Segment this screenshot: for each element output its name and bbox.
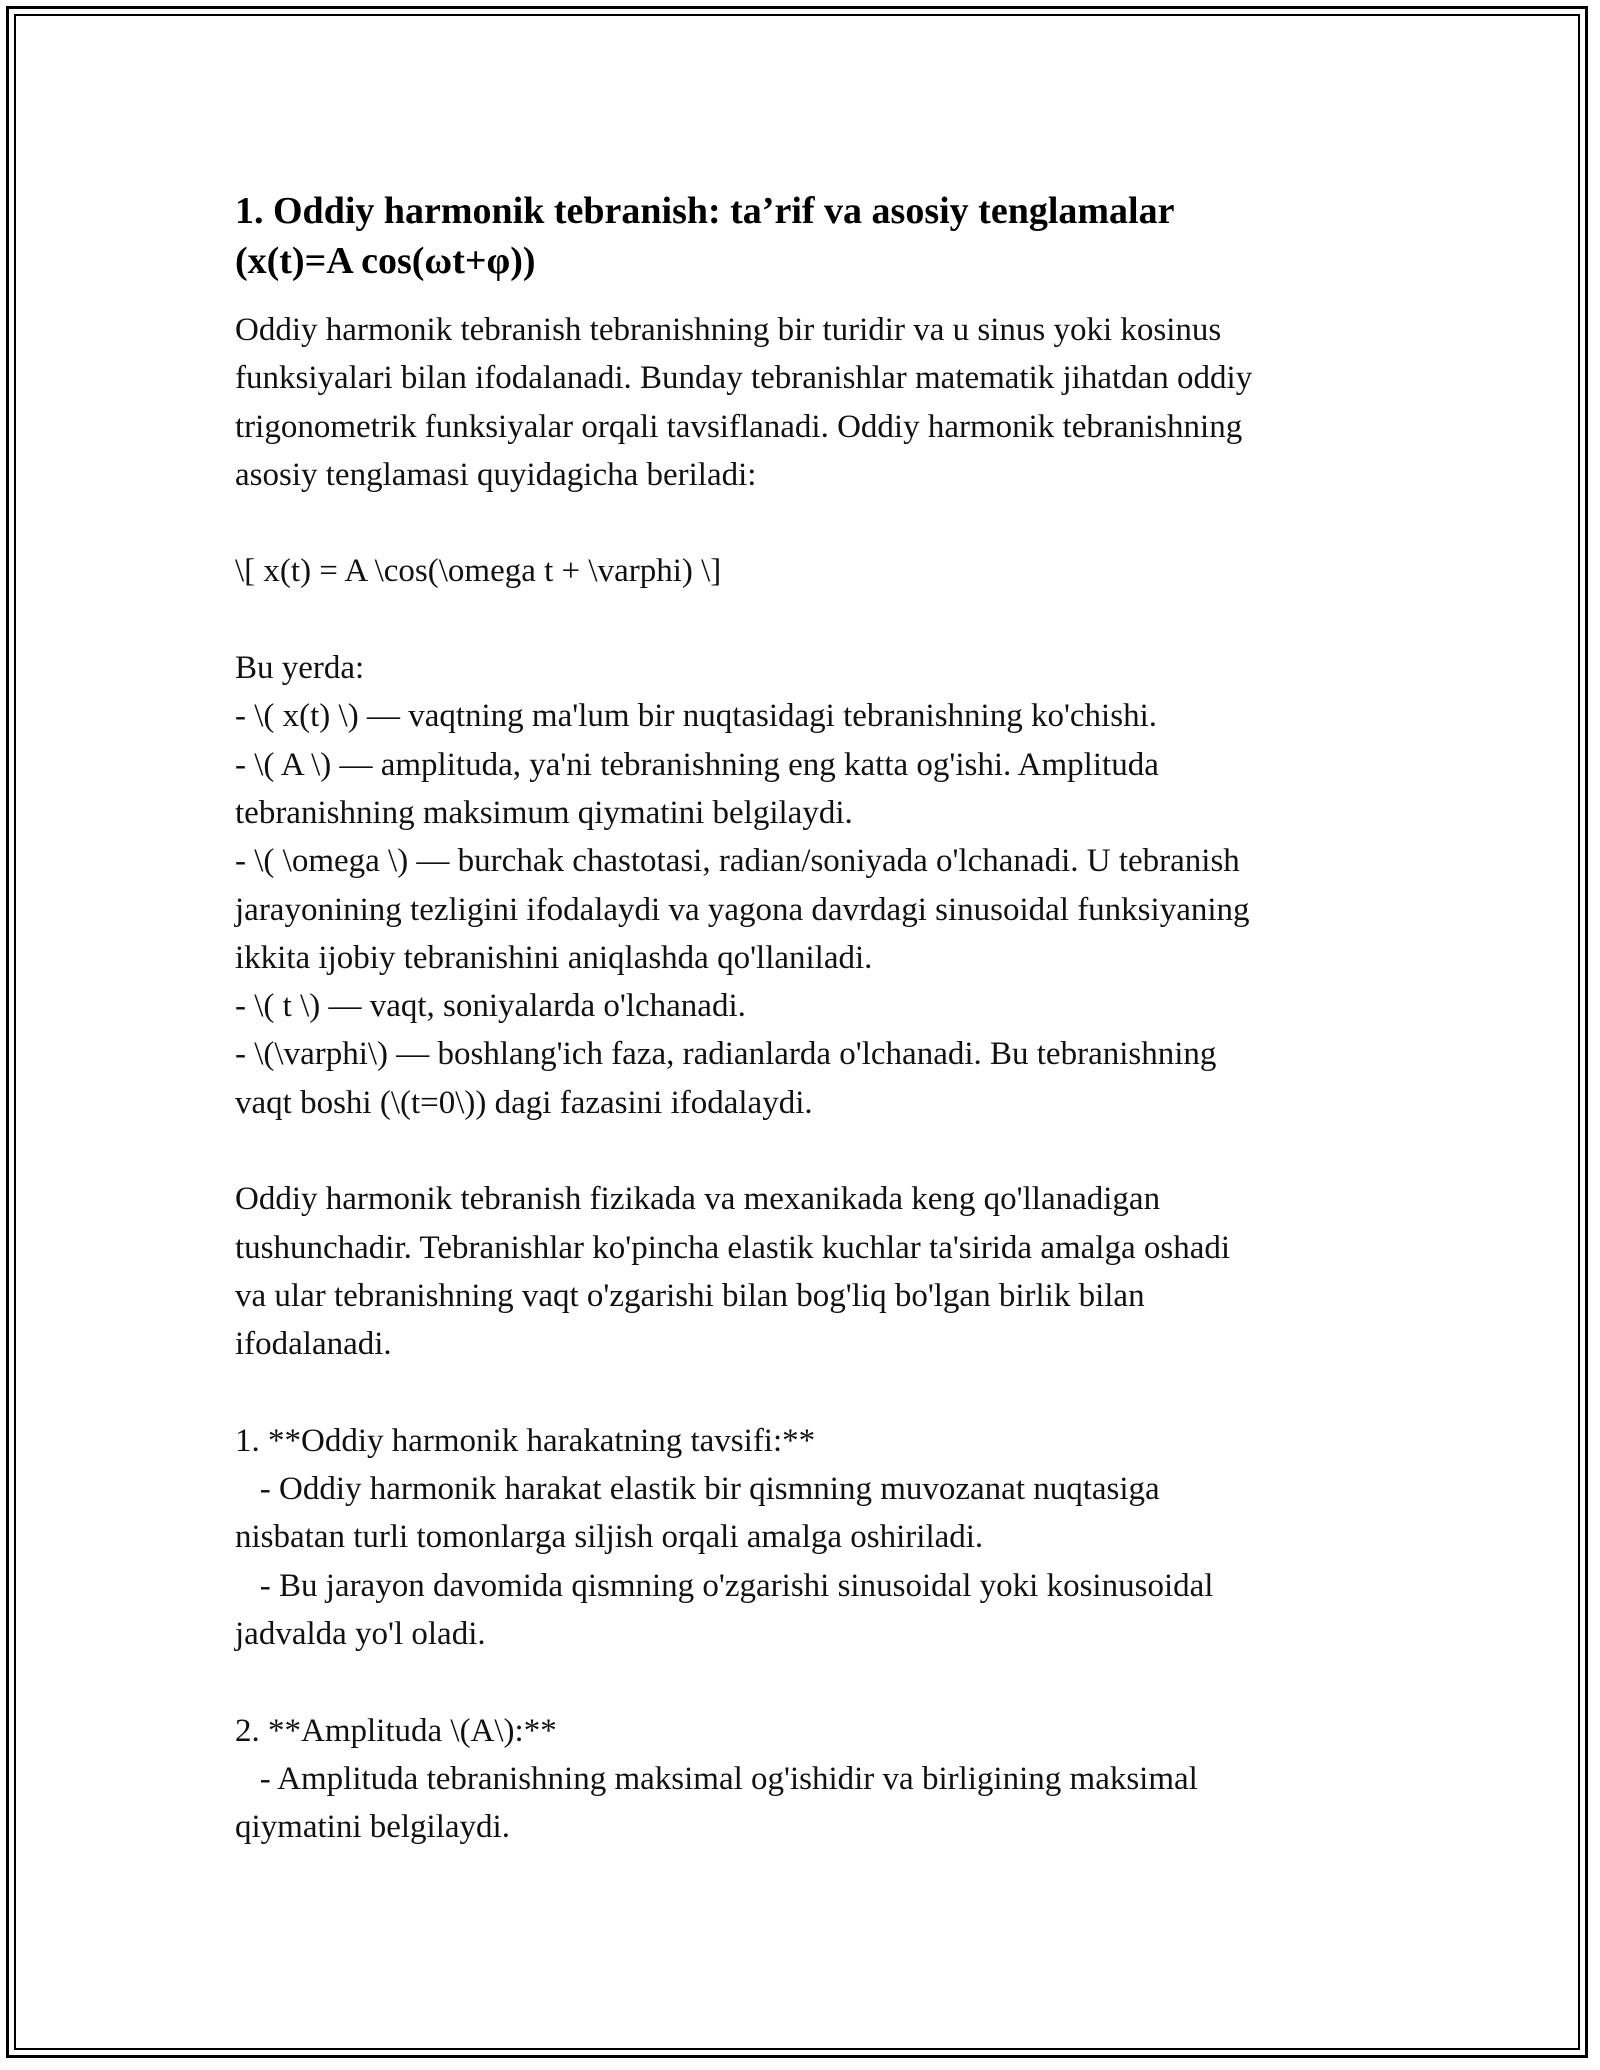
list-item: - \( t \) — vaqt, soniyalarda o'lchanadi. — [235, 988, 746, 1025]
blank-line — [235, 1127, 1375, 1175]
list-item: - Amplituda tebranishning maksimal og'ishidir va birligining maksimal — [235, 1760, 1198, 1797]
text-line: Bu yerda: — [235, 650, 365, 687]
text-line: jadvalda yo'l oladi. — [235, 1616, 486, 1653]
text-line: vaqt boshi (\(t=0\)) dagi fazasini ifodalaydi. — [235, 1084, 813, 1121]
text-line: Oddiy harmonik tebranish tebranishning bir turidir va u sinus yoki kosinus — [235, 312, 1222, 348]
list-item: - Bu jarayon davomida qismning o'zgarishi sinusoidal yoki kosinusoidal — [235, 1567, 1214, 1604]
heading-line-2: (x(t)=A cos(ωt+φ)) — [235, 240, 536, 282]
heading-line-1: 1. Oddiy harmonik tebranish: ta’rif va asosiy tenglamalar — [235, 190, 1175, 232]
list-item: - \( x(t) \) — vaqtning ma'lum bir nuqtasidagi tebranishning ko'chishi. — [235, 698, 1157, 735]
text-line: qiymatini belgilaydi. — [235, 1809, 510, 1846]
equation-line: \[ x(t) = A \cos(\omega t + \varphi) \] — [235, 553, 722, 590]
text-line: ifodalanadi. — [235, 1326, 392, 1363]
text-line: tushunchadir. Tebranishlar ko'pincha elastik kuchlar ta'sirida amalga oshadi — [235, 1229, 1231, 1266]
list-heading: 2. **Amplituda \(A\):** — [235, 1712, 557, 1749]
document-content — [235, 186, 1375, 1852]
text-line: va ular tebranishning vaqt o'zgarishi bilan bog'liq bo'lgan birlik bilan — [235, 1277, 1145, 1314]
text-line: tebranishning maksimum qiymatini belgilaydi. — [235, 794, 853, 831]
text-line: nisbatan turli tomonlarga siljish orqali amalga oshiriladi. — [235, 1519, 984, 1556]
section-heading — [235, 186, 1375, 286]
text-line: jarayonining tezligini ifodalaydi va yagona davrdagi sinusoidal funksiyaning — [235, 891, 1250, 928]
text-line: trigonometrik funksiyalar orqali tavsiflanadi. Oddiy harmonik tebranishning — [235, 408, 1243, 445]
list-item: - Oddiy harmonik harakat elastik bir qismning muvozanat nuqtasiga — [235, 1471, 1160, 1508]
text-line: ikkita ijobiy tebranishini aniqlashda qo'llaniladi. — [235, 939, 873, 976]
blank-line — [235, 1369, 1375, 1417]
list-heading: 1. **Oddiy harmonik harakatning tavsifi:** — [235, 1422, 816, 1459]
text-line: funksiyalari bilan ifodalanadi. Bunday tebranishlar matematik jihatdan oddiy — [235, 360, 1253, 397]
list-item: - \( \omega \) — burchak chastotasi, radian/soniyada o'lchanadi. U tebranish — [235, 843, 1240, 880]
blank-line — [235, 1658, 1375, 1706]
list-item: - \(\varphi\) — boshlang'ich faza, radianlarda o'lchanadi. Bu tebranishning — [235, 1036, 1217, 1073]
blank-line — [235, 596, 1375, 644]
body-text — [235, 306, 1375, 1852]
text-line: asosiy tenglamasi quyidagicha beriladi: — [235, 456, 757, 493]
text-line: Oddiy harmonik tebranish fizikada va mexanikada keng qo'llanadigan — [235, 1181, 1161, 1218]
blank-line — [235, 499, 1375, 547]
list-item: - \( A \) — amplituda, ya'ni tebranishning eng katta og'ishi. Amplituda — [235, 746, 1159, 783]
